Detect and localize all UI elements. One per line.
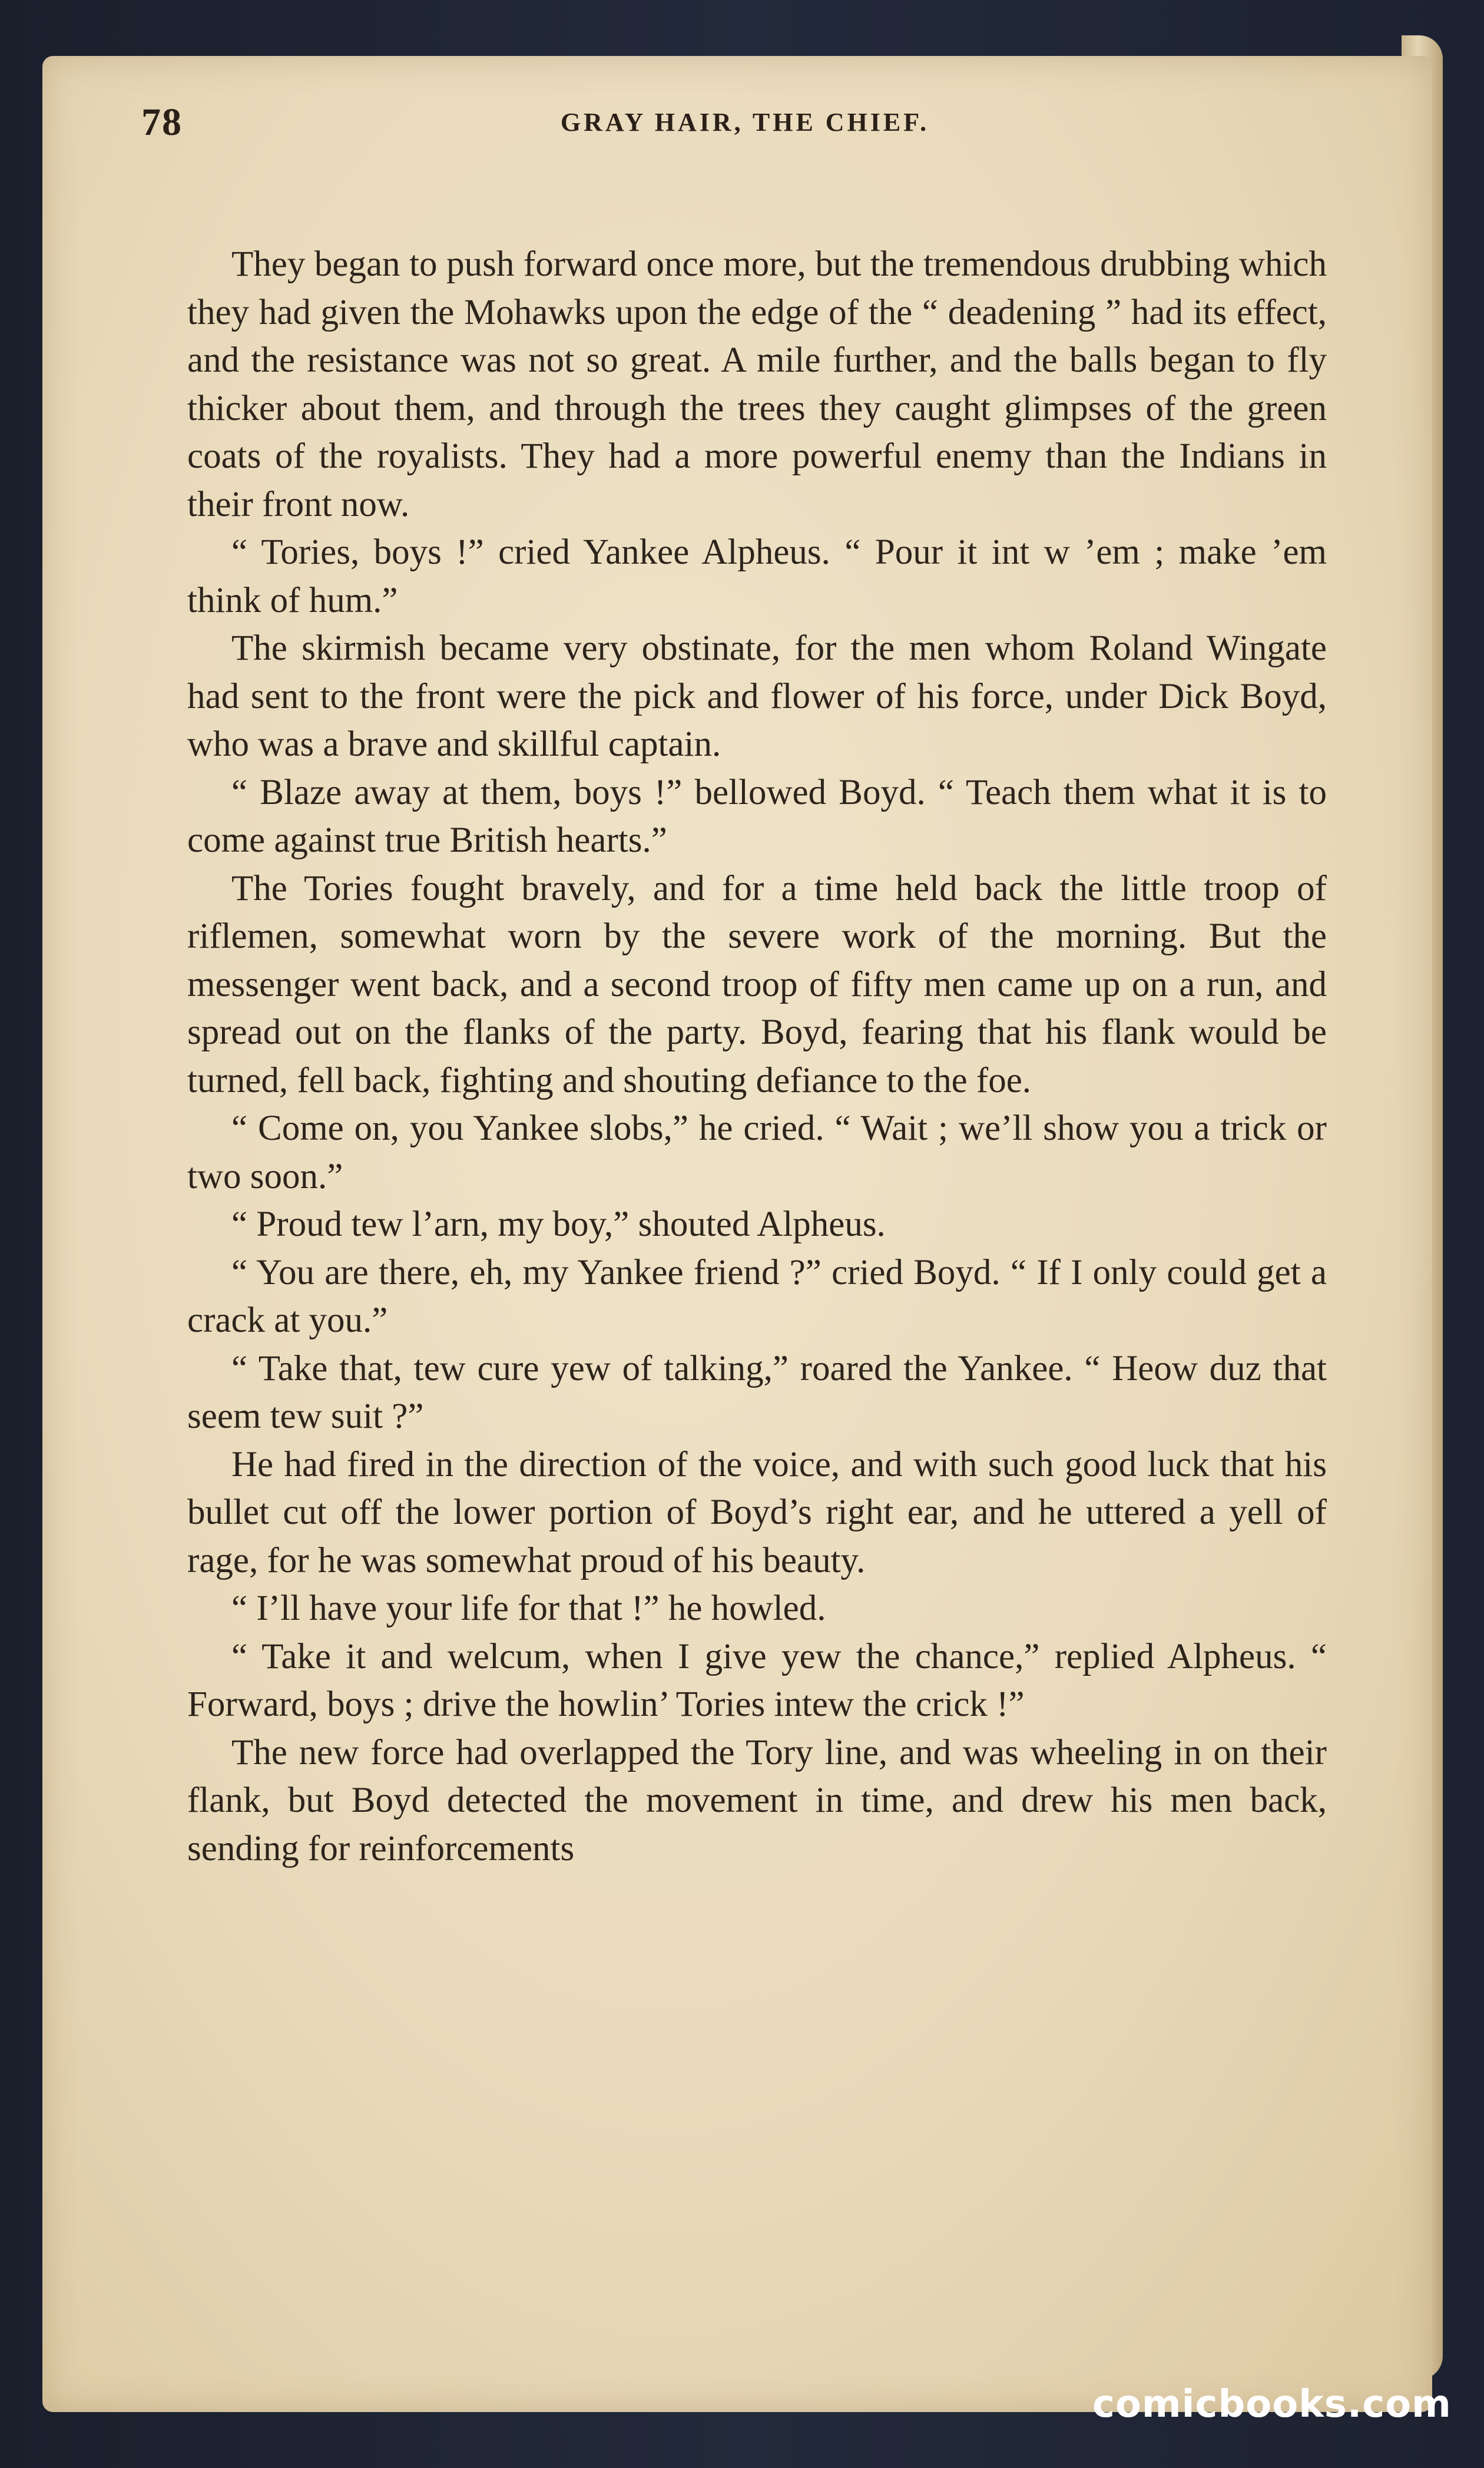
paragraph: The Tories fought bravely, and for a time held back the little troop of riflemen, somewhat worn by the severe work of the morning. But the messenger went back, and a second troop of fifty men came up on a run, and spread out on the flanks of the party. Boyd, fearing that his flank would be turned, fell back, fighting and shouting defiance to the foe. [187, 868, 1327, 1100]
paragraph: The skirmish became very obstinate, for the men whom Roland Wingate had sent to the front were the pick and flower of his force, under Dick Boyd, who was a brave and skillful captain. [187, 628, 1327, 764]
paragraph: The new force had overlapped the Tory line, and was wheeling in on their flank, but Boyd detected the movement in time, and drew his men back, sending for reinforcements [187, 1732, 1327, 1868]
paragraph: “ You are there, eh, my Yankee friend ?” cried Boyd. “ If I only could get a crack at you.” [187, 1252, 1327, 1340]
paragraph: He had fired in the direction of the voice, and with such good luck that his bullet cut off the lower portion of Boyd’s right ear, and he uttered a yell of rage, for he was somewhat proud of his beauty. [187, 1444, 1327, 1580]
watermark: comicbooks.com [1092, 2383, 1452, 2426]
paragraph: “ Come on, you Yankee slobs,” he cried. “ Wait ; we’ll show you a trick or two soon.” [187, 1109, 1327, 1196]
paragraph: “ Tories, boys !” cried Yankee Alpheus. “ Pour it int w ’em ; make ’em think of hum.” [187, 532, 1327, 620]
paragraph: “ I’ll have your life for that !” he howled. [231, 1589, 826, 1628]
body-text [187, 240, 1327, 2202]
page-header [141, 100, 1349, 165]
paragraph: “ Proud tew l’arn, my boy,” shouted Alpheus. [231, 1205, 886, 1244]
running-head: GRAY HAIR, THE CHIEF. [560, 108, 930, 137]
page-number: 78 [141, 101, 183, 144]
paragraph: “ Blaze away at them, boys !” bellowed Boyd. “ Teach them what it is to come against true British hearts.” [187, 772, 1327, 860]
paragraph: They began to push forward once more, but the tremendous drubbing which they had given the Mohawks upon the edge of the “ deadening ” had its effect, and the resistance was not so great. A mile further, and the balls began to fly thicker about them, and through the trees they caught glimpses of the green coats of the royalists. They had a more powerful enemy than the Indians in their front now. [187, 244, 1327, 524]
paragraph: “ Take it and welcum, when I give yew the chance,” replied Alpheus. “ Forward, boys ; drive the howlin’ Tories intew the crick !” [187, 1636, 1327, 1724]
paragraph: “ Take that, tew cure yew of talking,” roared the Yankee. “ Heow duz that seem tew suit ?” [187, 1348, 1327, 1436]
